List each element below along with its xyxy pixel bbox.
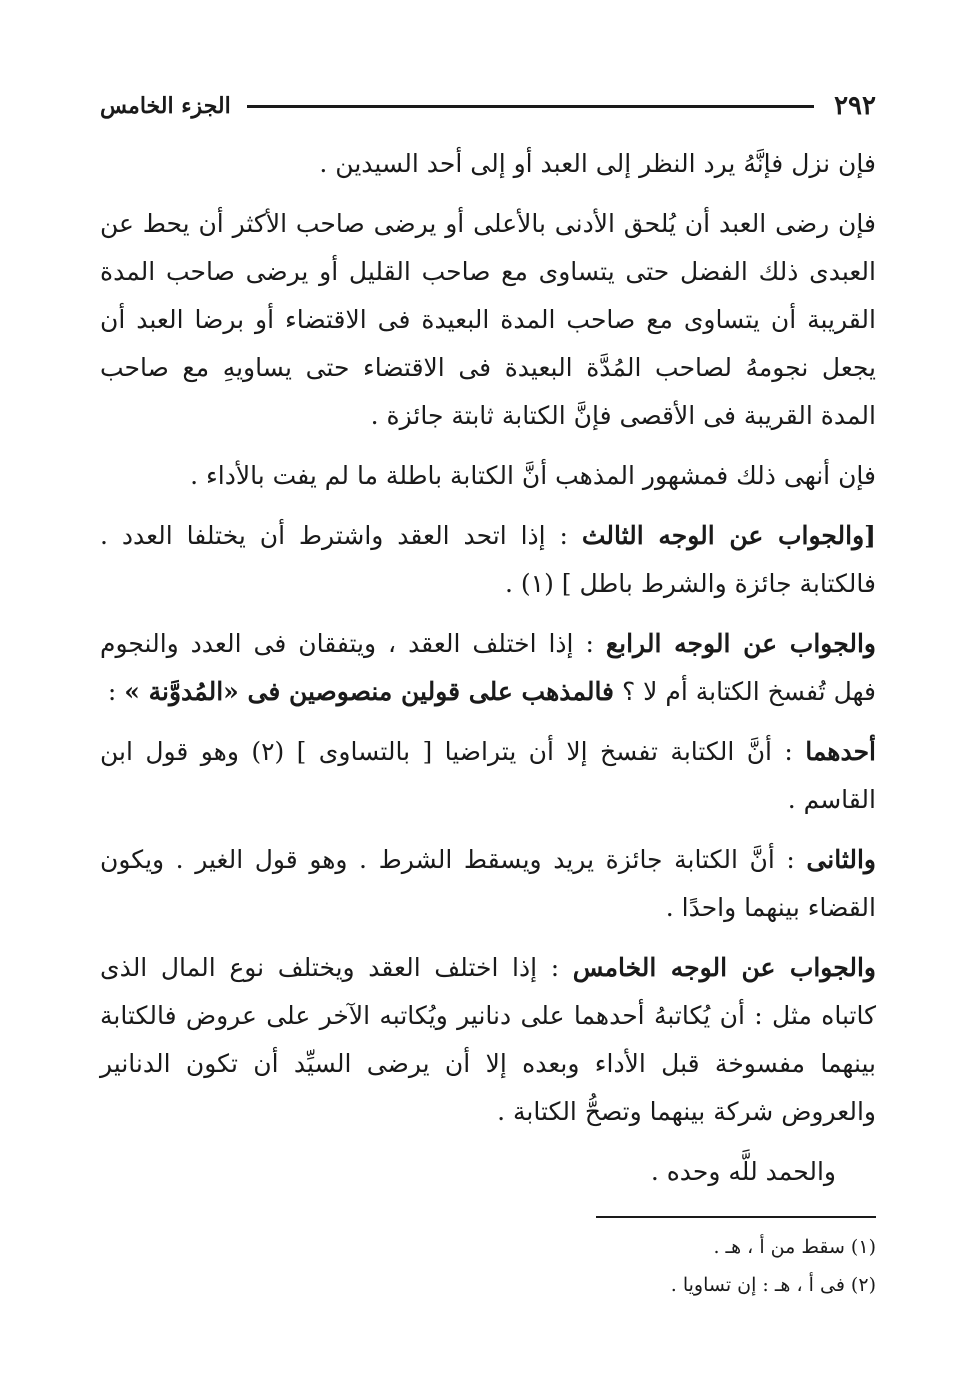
footnote-1: (١) سقط من أ ، هـ . (713, 1236, 876, 1258)
paragraph-text-end: : (107, 677, 125, 706)
opinion-two-heading: والثانى (806, 845, 876, 874)
header-rule (247, 105, 814, 108)
paragraph-6 (100, 728, 876, 824)
paragraph-text: : أنَّ الكتابة تفسخ إلا أن يتراضيا [ بالتساوى ] (٢) وهو قول ابن القاسم . (100, 737, 876, 814)
running-title: الجزء الخامس (100, 93, 231, 119)
paragraph-text: : إذا اختلف العقد ويختلف نوع المال الذى كاتباه مثل : أن يُكاتبهُ أحدهما على دنانير ويُكاتبه الآخر على عروض فالكتابة بينهما مفسوخة قبل الأداء وبعده إلا أن يرضى السيِّد أن تكون الدنانير والعروض شركة بينهما وتصحُّ الكتابة . (100, 953, 876, 1126)
page-number: ٢٩٢ (834, 91, 876, 121)
paragraph-1 (100, 140, 876, 188)
paragraph-text: : إذا اختلف العقد ، ويتفقان فى العدد والنجوم فهل تُفسخ الكتابة أم لا ؟ (100, 629, 876, 706)
closing-line: والحمد للَّه وحده . (650, 1157, 836, 1186)
body-text (100, 140, 876, 1196)
footnote-rule (596, 1216, 876, 1218)
paragraph-text: فإن أنهى ذلك فمشهور المذهب أنَّ الكتابة باطلة ما لم يفت بالأداء . (190, 461, 876, 490)
paragraph-3 (100, 452, 876, 500)
section-heading-fifth: والجواب عن الوجه الخامس (572, 953, 876, 982)
section-heading-fourth: والجواب عن الوجه الرابع (605, 629, 876, 658)
paragraph-5 (100, 620, 876, 716)
section-heading-third: [والجواب عن الوجه الثالث (581, 521, 876, 550)
paragraph-2 (100, 200, 876, 440)
paragraph-text: فإن نزل فإنَّهُ يرد النظر إلى العبد أو إلى أحد السيدين . (319, 149, 876, 178)
footnote-2: (٢) فى أ ، هـ : إن تساويا . (670, 1274, 876, 1296)
paragraph-text: فإن رضى العبد أن يُلحق الأدنى بالأعلى أو يرضى صاحب الأكثر أن يحط عن العبدى ذلك الفضل حتى يتساوى مع صاحب القليل أو يرضى صاحب المدة القريبة أن يتساوى مع صاحب المدة البعيدة فى الاقتضاء أو برضا العبد أن يجعل نجومهُ لصاحب المُدَّة البعيدة فى الاقتضاء حتى يساويهِ مع صاحب المدة القريبة فى الأقصى فإنَّ الكتابة ثابتة جائزة . (100, 209, 876, 430)
paragraph-text: : أنَّ الكتابة جائزة يريد ويسقط الشرط . وهو قول الغير . ويكون القضاء بينهما واحدًا . (100, 845, 876, 922)
paragraph-8 (100, 944, 876, 1136)
paragraph-4 (100, 512, 876, 608)
footnotes (100, 1228, 876, 1304)
paragraph-text: : إذا اتحد العقد واشترط أن يختلفا العدد . فالكتابة جائزة والشرط باطل ] (١) . (100, 521, 876, 598)
book-page (100, 86, 876, 1296)
opinion-one-heading: أحدهما (805, 737, 876, 766)
page-header (100, 86, 876, 126)
emphasis-text: فالمذهب على قولين منصوصين فى «المُدوَّنة » (124, 677, 615, 706)
paragraph-7 (100, 836, 876, 932)
